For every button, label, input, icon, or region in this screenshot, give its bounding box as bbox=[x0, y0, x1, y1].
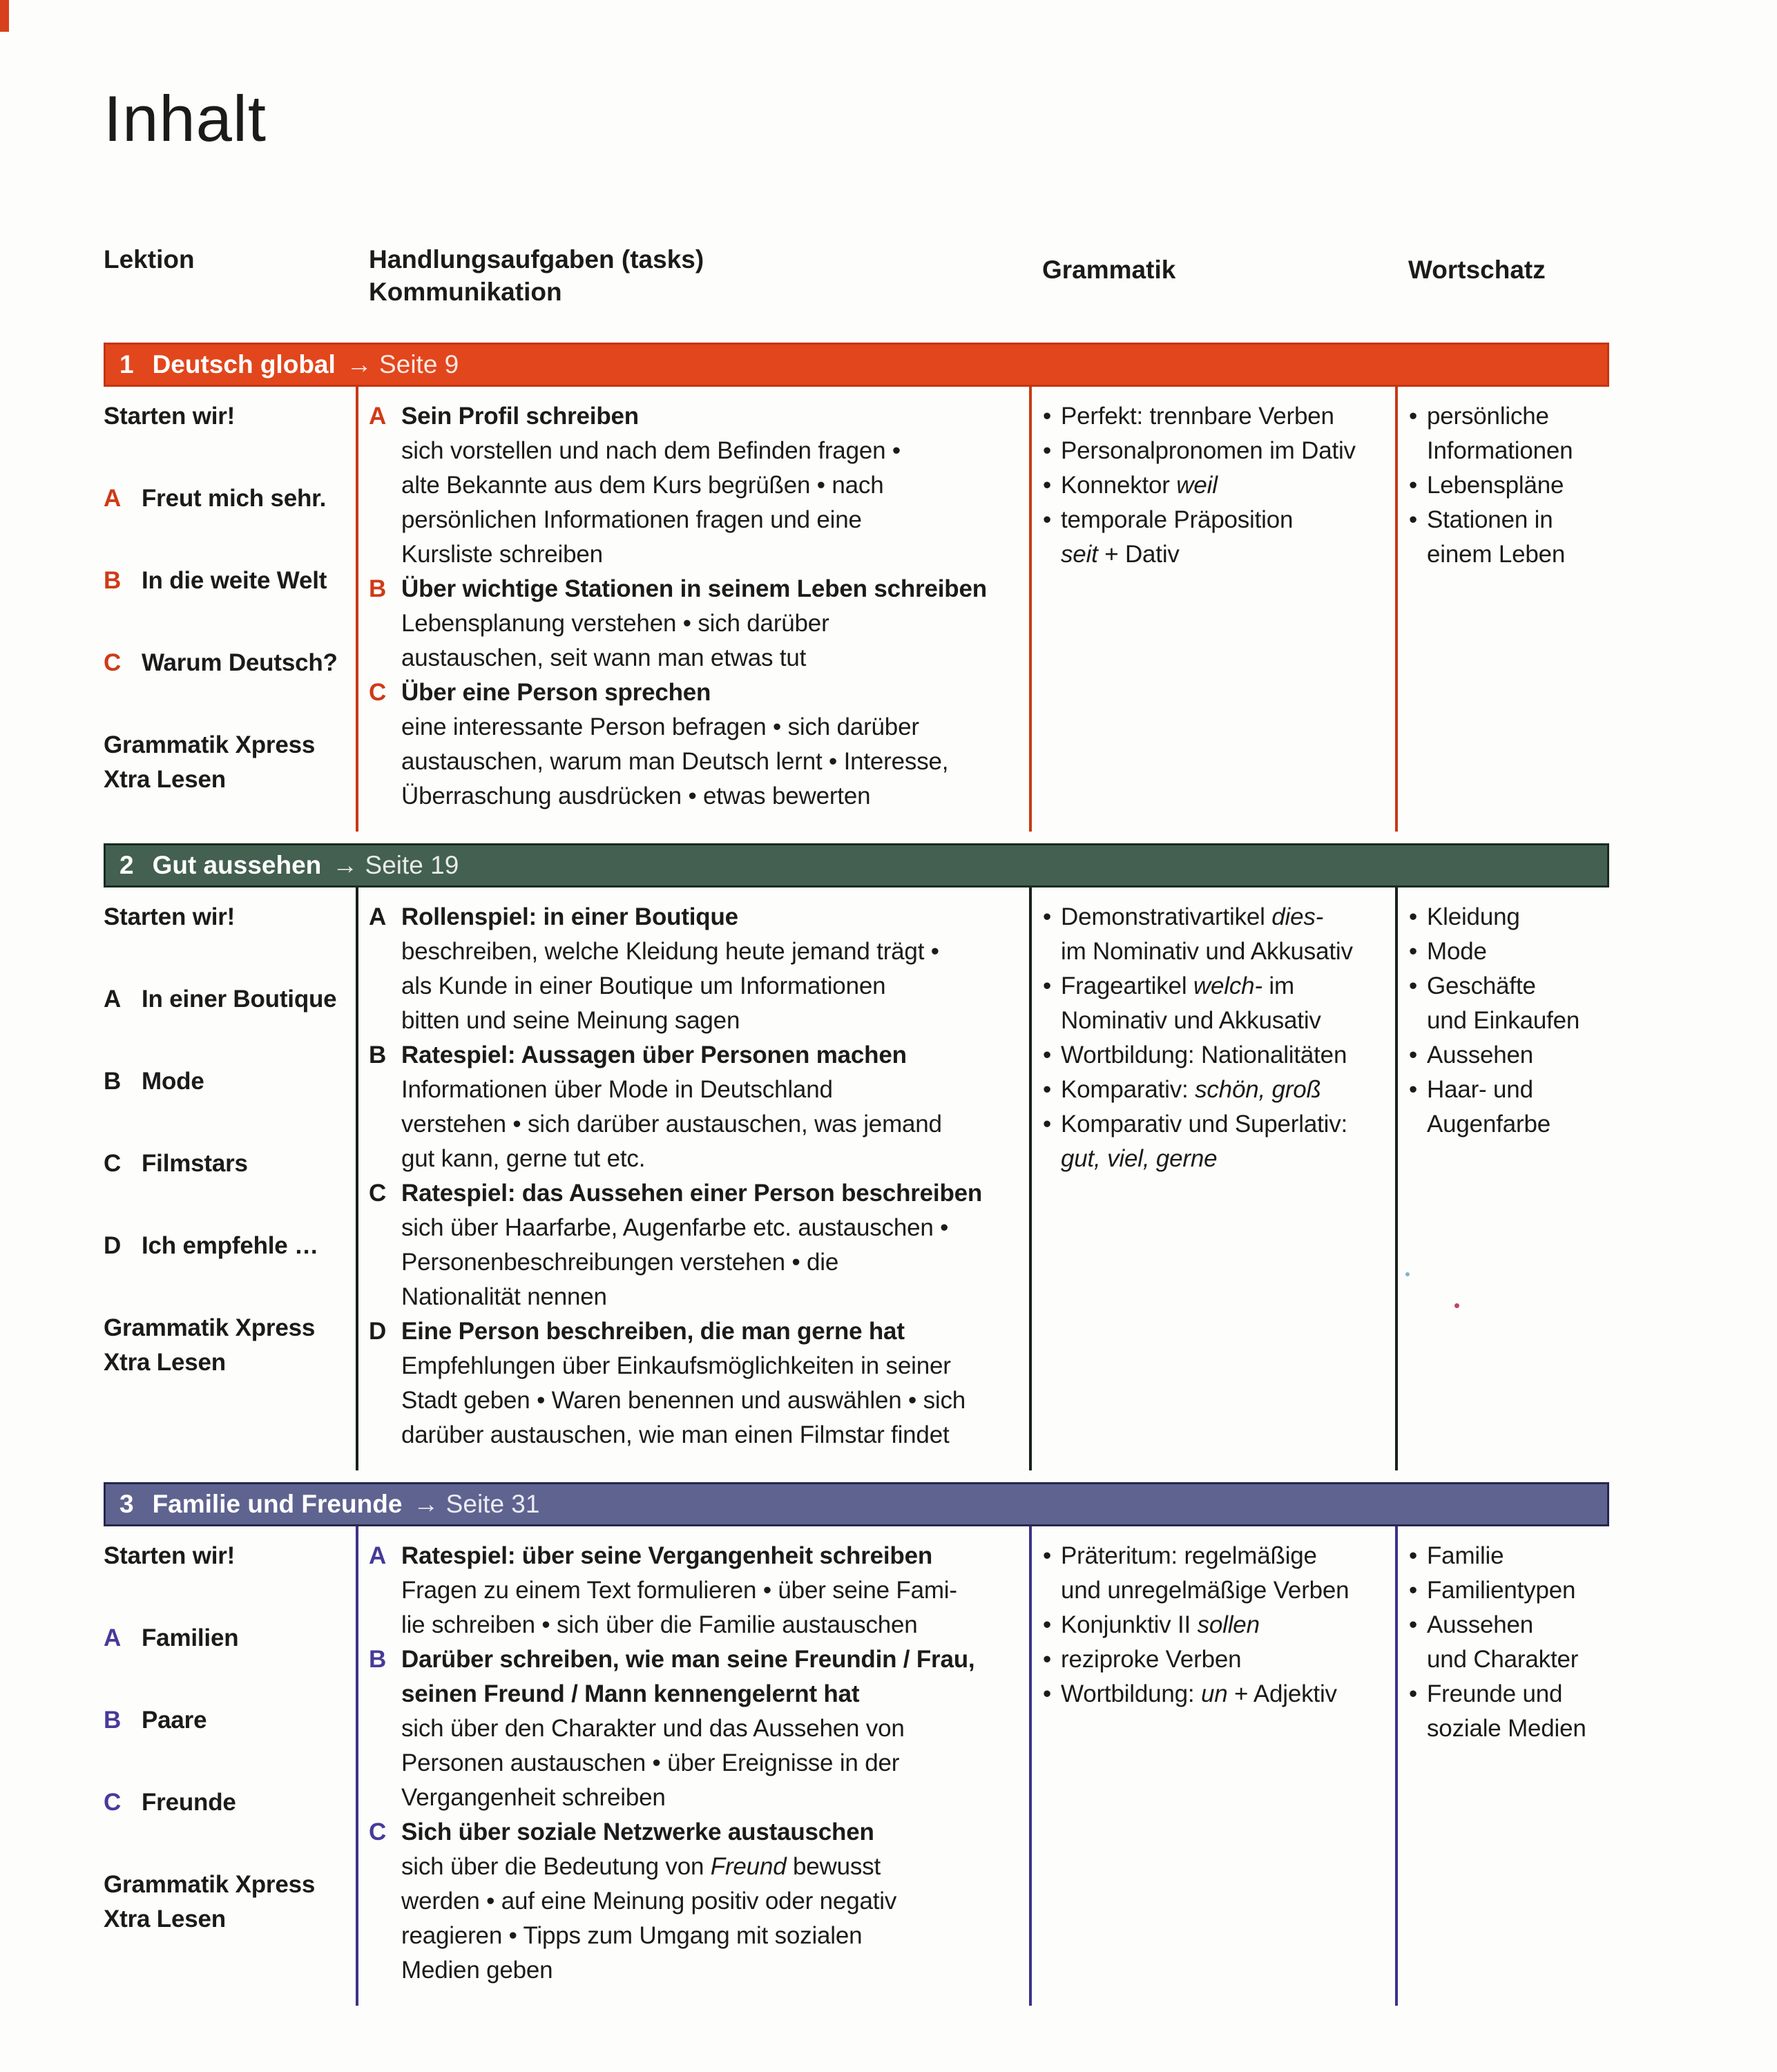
task-body-line: sich über den Charakter und das Aussehen von bbox=[401, 1715, 905, 1743]
task-body-line: sich vorstellen und nach dem Befinden fragen • bbox=[401, 437, 901, 465]
grammatik-item: • Perfekt: trennbare Verben bbox=[1042, 399, 1395, 434]
grammatik-item: • Demonstrativartikel dies- im Nominativ und Akkusativ bbox=[1042, 900, 1395, 969]
section-bar bbox=[104, 343, 1609, 387]
wortschatz-item: • Freunde und soziale Medien bbox=[1408, 1677, 1609, 1746]
grammatik-item: • Konnektor weil bbox=[1042, 468, 1395, 503]
wortschatz-item: • Familie bbox=[1408, 1539, 1609, 1573]
lektion-label: Paare bbox=[142, 1707, 207, 1734]
task-letter: C bbox=[369, 679, 387, 707]
lektion-item bbox=[104, 1868, 356, 1937]
lektion-label: Starten wir! bbox=[104, 403, 236, 430]
task-item bbox=[369, 900, 1024, 1038]
task-item bbox=[369, 1038, 1024, 1176]
tasks-column bbox=[356, 387, 1029, 832]
task-text bbox=[401, 1038, 942, 1176]
grammatik-column bbox=[1029, 1526, 1395, 2006]
task-title-line: Darüber schreiben, wie man seine Freundin / Frau, bbox=[401, 1646, 975, 1673]
lektion-label: Warum Deutsch? bbox=[142, 649, 338, 677]
lektion-column bbox=[104, 888, 356, 1470]
grammatik-item: • Wortbildung: un + Adjektiv bbox=[1042, 1677, 1395, 1711]
task-letter: B bbox=[369, 1646, 387, 1673]
task-body-line: Personenbeschreibungen verstehen • die bbox=[401, 1249, 839, 1276]
task-text bbox=[401, 399, 901, 572]
task-letter: D bbox=[369, 1318, 387, 1345]
lektion-label: Familien bbox=[142, 1624, 239, 1652]
section-title: Gut aussehen bbox=[152, 851, 322, 880]
task-item bbox=[369, 1176, 1024, 1314]
lektion-label: Filmstars bbox=[142, 1150, 248, 1178]
tasks-column bbox=[356, 888, 1029, 1470]
wortschatz-item: • Aussehen bbox=[1408, 1038, 1609, 1073]
lektion-column bbox=[104, 1526, 356, 2006]
lektion-item bbox=[104, 1311, 356, 1380]
grammatik-item: • Wortbildung: Nationalitäten bbox=[1042, 1038, 1395, 1073]
lektion-label: Freut mich sehr. bbox=[142, 485, 327, 512]
task-letter: C bbox=[369, 1819, 387, 1846]
task-body-line: eine interessante Person befragen • sich darüber bbox=[401, 713, 919, 741]
wortschatz-item: • Lebenspläne bbox=[1408, 468, 1609, 503]
sections bbox=[104, 343, 1609, 2006]
grammatik-item: • reziproke Verben bbox=[1042, 1642, 1395, 1677]
lektion-label: Mode bbox=[142, 1068, 204, 1095]
task-body-line: persönlichen Informationen fragen und eine bbox=[401, 506, 862, 534]
lektion-letter: C bbox=[104, 1150, 122, 1178]
task-title-line: Sein Profil schreiben bbox=[401, 403, 639, 430]
lektion-label: In einer Boutique bbox=[142, 986, 337, 1013]
wortschatz-item: • Stationen in einem Leben bbox=[1408, 503, 1609, 572]
task-body-line: Nationalität nennen bbox=[401, 1283, 607, 1311]
wortschatz-column bbox=[1395, 387, 1609, 832]
lektion-item bbox=[104, 1539, 356, 1573]
grammatik-column bbox=[1029, 888, 1395, 1470]
task-title-line: Rollenspiel: in einer Boutique bbox=[401, 903, 738, 931]
page-content bbox=[104, 0, 1609, 2006]
lektion-label: Grammatik Xpress Xtra Lesen bbox=[104, 1314, 316, 1376]
lektion-label: Freunde bbox=[142, 1789, 236, 1816]
grammatik-item: • Komparativ: schön, groß bbox=[1042, 1073, 1395, 1107]
task-body-line: darüber austauschen, wie man einen Filmstar findet bbox=[401, 1421, 950, 1449]
task-body-line: bitten und seine Meinung sagen bbox=[401, 1007, 740, 1035]
task-text bbox=[401, 1539, 957, 1642]
section-title: Deutsch global bbox=[152, 350, 336, 379]
wortschatz-item: • Kleidung bbox=[1408, 900, 1609, 934]
task-item bbox=[369, 1815, 1024, 1988]
task-text bbox=[401, 1176, 982, 1314]
task-text bbox=[401, 1642, 974, 1815]
lektion-letter: D bbox=[104, 1232, 122, 1260]
wortschatz-item: • Geschäfte und Einkaufen bbox=[1408, 969, 1609, 1038]
task-letter: A bbox=[369, 903, 387, 931]
task-body-line: alte Bekannte aus dem Kurs begrüßen • nach bbox=[401, 472, 884, 499]
grammatik-item: • Frageartikel welch- im Nominativ und Akkusativ bbox=[1042, 969, 1395, 1038]
task-letter: A bbox=[369, 1542, 387, 1570]
task-item bbox=[369, 1314, 1024, 1452]
task-title-line: Sich über soziale Netzwerke austauschen bbox=[401, 1819, 874, 1846]
lektion-letter: B bbox=[104, 1068, 122, 1095]
section-title: Familie und Freunde bbox=[152, 1490, 403, 1519]
task-body-line: werden • auf eine Meinung positiv oder negativ bbox=[401, 1888, 897, 1915]
page-title: Inhalt bbox=[104, 82, 267, 155]
lektion-letter: A bbox=[104, 1624, 122, 1652]
scan-noise-dot bbox=[1454, 1303, 1459, 1308]
task-body-line: austauschen, seit wann man etwas tut bbox=[401, 644, 807, 672]
task-body-line: Kursliste schreiben bbox=[401, 541, 603, 568]
lektion-item bbox=[104, 1147, 356, 1181]
lektion-item bbox=[104, 1229, 356, 1263]
lektion-item bbox=[104, 1064, 356, 1099]
section-number: 1 bbox=[119, 350, 134, 379]
task-letter: B bbox=[369, 575, 387, 603]
task-text bbox=[401, 1815, 896, 1988]
task-title-line: Eine Person beschreiben, die man gerne hat bbox=[401, 1318, 905, 1345]
wortschatz-item: • Mode bbox=[1408, 934, 1609, 969]
task-item bbox=[369, 1539, 1024, 1642]
task-item bbox=[369, 1642, 1024, 1815]
task-body-line: verstehen • sich darüber austauschen, was jemand bbox=[401, 1111, 942, 1138]
wortschatz-column bbox=[1395, 888, 1609, 1470]
lektion-item bbox=[104, 481, 356, 516]
wortschatz-item: • persönliche Informationen bbox=[1408, 399, 1609, 468]
wortschatz-column bbox=[1395, 1526, 1609, 2006]
wortschatz-item: • Haar- und Augenfarbe bbox=[1408, 1073, 1609, 1142]
task-title-line: Ratespiel: über seine Vergangenheit schreiben bbox=[401, 1542, 933, 1570]
section-body bbox=[104, 1526, 1609, 2006]
task-body-line: Personen austauschen • über Ereignisse in der bbox=[401, 1749, 900, 1777]
header-lektion: Lektion bbox=[104, 245, 195, 274]
section-bar bbox=[104, 1482, 1609, 1526]
task-body-line: Überraschung ausdrücken • etwas bewerten bbox=[401, 783, 871, 810]
task-title-line: seinen Freund / Mann kennengelernt hat bbox=[401, 1680, 860, 1708]
task-body-line: beschreiben, welche Kleidung heute jemand trägt • bbox=[401, 938, 939, 966]
task-body-line: austauschen, warum man Deutsch lernt • Interesse, bbox=[401, 748, 949, 776]
grammatik-item: • Konjunktiv II sollen bbox=[1042, 1608, 1395, 1642]
column-headers bbox=[104, 243, 1609, 308]
task-body-line: Vergangenheit schreiben bbox=[401, 1784, 666, 1812]
lektion-label: Grammatik Xpress Xtra Lesen bbox=[104, 1871, 316, 1933]
task-body-line: gut kann, gerne tut etc. bbox=[401, 1145, 646, 1173]
task-text bbox=[401, 675, 948, 814]
section-body bbox=[104, 888, 1609, 1470]
section bbox=[104, 343, 1609, 832]
tasks-column bbox=[356, 1526, 1029, 2006]
section-body bbox=[104, 387, 1609, 832]
grammatik-item: • Komparativ und Superlativ: gut, viel, gerne bbox=[1042, 1107, 1395, 1176]
task-title-line: Ratespiel: Aussagen über Personen machen bbox=[401, 1042, 907, 1069]
task-body-line: sich über die Bedeutung von Freund bewusst bbox=[401, 1853, 881, 1881]
task-body-line: Lebensplanung verstehen • sich darüber bbox=[401, 610, 829, 637]
lektion-letter: A bbox=[104, 485, 122, 512]
lektion-letter: C bbox=[104, 1789, 122, 1816]
lektion-label: In die weite Welt bbox=[142, 567, 327, 595]
task-text bbox=[401, 1314, 966, 1452]
task-item bbox=[369, 399, 1024, 572]
scan-artifact-mark bbox=[0, 0, 9, 32]
task-body-line: Empfehlungen über Einkaufsmöglichkeiten in seiner bbox=[401, 1352, 951, 1380]
header-wortschatz: Wortschatz bbox=[1408, 256, 1546, 285]
task-title-line: Über eine Person sprechen bbox=[401, 679, 711, 707]
lektion-item bbox=[104, 646, 356, 680]
lektion-letter: C bbox=[104, 649, 122, 677]
lektion-column bbox=[104, 387, 356, 832]
wortschatz-item: • Aussehen und Charakter bbox=[1408, 1608, 1609, 1677]
lektion-item bbox=[104, 1703, 356, 1738]
task-body-line: sich über Haarfarbe, Augenfarbe etc. austauschen • bbox=[401, 1214, 949, 1242]
task-body-line: Informationen über Mode in Deutschland bbox=[401, 1076, 833, 1104]
section-page-ref: → Seite 9 bbox=[346, 350, 459, 379]
task-title-line: Ratespiel: das Aussehen einer Person beschreiben bbox=[401, 1180, 983, 1207]
section bbox=[104, 1482, 1609, 2006]
header-kommunikation-line2: Kommunikation bbox=[369, 278, 562, 307]
lektion-item bbox=[104, 399, 356, 434]
header-handlungsaufgaben-line1: Handlungsaufgaben (tasks) bbox=[369, 245, 704, 274]
task-body-line: Stadt geben • Waren benennen und auswählen • sich bbox=[401, 1387, 966, 1414]
header-handlungsaufgaben bbox=[356, 243, 1029, 308]
task-text bbox=[401, 900, 939, 1038]
grammatik-item: • temporale Präposition seit + Dativ bbox=[1042, 503, 1395, 572]
task-letter: B bbox=[369, 1042, 387, 1069]
task-item bbox=[369, 572, 1024, 675]
lektion-label: Starten wir! bbox=[104, 1542, 236, 1570]
task-body-line: reagieren • Tipps zum Umgang mit sozialen bbox=[401, 1922, 863, 1950]
lektion-label: Starten wir! bbox=[104, 903, 236, 931]
task-body-line: als Kunde in einer Boutique um Informationen bbox=[401, 972, 886, 1000]
lektion-label: Ich empfehle … bbox=[142, 1232, 318, 1260]
section-number: 2 bbox=[119, 851, 134, 880]
task-letter: A bbox=[369, 403, 387, 430]
lektion-item bbox=[104, 1785, 356, 1820]
header-grammatik: Grammatik bbox=[1042, 256, 1176, 285]
lektion-letter: A bbox=[104, 986, 122, 1013]
task-body-line: Medien geben bbox=[401, 1957, 553, 1984]
grammatik-column bbox=[1029, 387, 1395, 832]
section-number: 3 bbox=[119, 1490, 134, 1519]
section-page-ref: → Seite 19 bbox=[332, 851, 459, 880]
lektion-item bbox=[104, 982, 356, 1017]
lektion-item bbox=[104, 900, 356, 934]
wortschatz-item: • Familientypen bbox=[1408, 1573, 1609, 1608]
lektion-letter: B bbox=[104, 567, 122, 595]
task-body-line: Fragen zu einem Text formulieren • über seine Fami- bbox=[401, 1577, 957, 1604]
lektion-item bbox=[104, 564, 356, 598]
task-letter: C bbox=[369, 1180, 387, 1207]
task-title-line: Über wichtige Stationen in seinem Leben schreiben bbox=[401, 575, 987, 603]
scan-noise-dot bbox=[1405, 1272, 1410, 1276]
task-body-line: lie schreiben • sich über die Familie austauschen bbox=[401, 1611, 918, 1639]
lektion-letter: B bbox=[104, 1707, 122, 1734]
task-item bbox=[369, 675, 1024, 814]
section-page-ref: → Seite 31 bbox=[413, 1490, 540, 1519]
lektion-item bbox=[104, 728, 356, 797]
section bbox=[104, 843, 1609, 1470]
grammatik-item: • Präteritum: regelmäßige und unregelmäßige Verben bbox=[1042, 1539, 1395, 1608]
lektion-label: Grammatik Xpress Xtra Lesen bbox=[104, 731, 316, 794]
section-bar bbox=[104, 843, 1609, 888]
task-text bbox=[401, 572, 987, 675]
lektion-item bbox=[104, 1621, 356, 1656]
grammatik-item: • Personalpronomen im Dativ bbox=[1042, 434, 1395, 468]
